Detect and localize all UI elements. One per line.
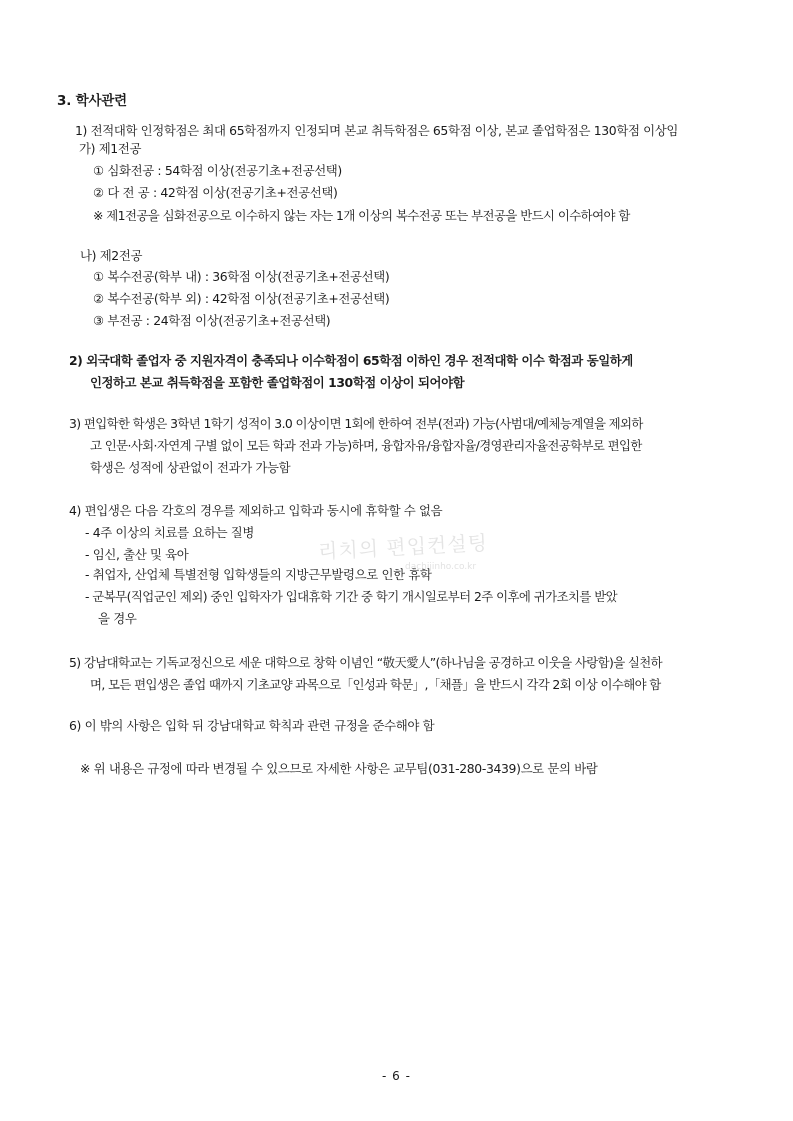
item1-sub-a-label: 가) 제1전공 xyxy=(79,141,142,156)
section-title: 3. 학사관련 xyxy=(57,93,127,109)
watermark-text: 리치의 편입컨설팅 xyxy=(317,530,489,564)
item2-line1: 2) 외국대학 졸업자 중 지원자격이 충족되나 이수학점이 65학점 이하인 경우 전적대학 이수 학점과 동일하게 xyxy=(69,353,633,368)
watermark-subtext: dachijinho.co.kr xyxy=(405,562,477,572)
item4-bullet-2: - 임신, 출산 및 육아 xyxy=(85,547,189,562)
item4-bullet-1: - 4주 이상의 치료를 요하는 질병 xyxy=(85,525,255,540)
item1-sub-b-item-1: ① 복수전공(학부 내) : 36학점 이상(전공기초+전공선택) xyxy=(93,269,390,284)
item4-bullet-3: - 취업자, 산업체 특별전형 입학생들의 지방근무발령으로 인한 휴학 xyxy=(85,567,432,582)
item3-line3: 학생은 성적에 상관없이 전과가 가능함 xyxy=(90,460,291,475)
item4-line1: 4) 편입생은 다음 각호의 경우를 제외하고 입학과 동시에 휴학할 수 없음 xyxy=(69,503,443,518)
item1-sub-b-item-3: ③ 부전공 : 24학점 이상(전공기초+전공선택) xyxy=(93,313,331,328)
item3-line1: 3) 편입학한 학생은 3학년 1학기 성적이 3.0 이상이면 1회에 한하여 전부(전과) 가능(사범대/예체능계열을 제외하 xyxy=(69,416,643,431)
item5-line2: 며, 모든 편입생은 졸업 때까지 기초교양 과목으로「인성과 학문」,「채플」을 반드시 각각 2회 이상 이수해야 함 xyxy=(90,677,661,692)
item6-line1: 6) 이 밖의 사항은 입학 뒤 강남대학교 학칙과 관련 규정을 준수해야 함 xyxy=(69,718,435,733)
item2-line2: 인정하고 본교 취득학점을 포함한 졸업학점이 130학점 이상이 되어야함 xyxy=(90,375,465,390)
item4-bullet-4-cont: 을 경우 xyxy=(98,611,137,626)
item1-sub-a-item-1: ① 심화전공 : 54학점 이상(전공기초+전공선택) xyxy=(93,163,342,178)
item1-sub-a-item-2: ② 다 전 공 : 42학점 이상(전공기초+전공선택) xyxy=(93,185,338,200)
page-number: - 6 - xyxy=(382,1069,411,1083)
item1-line1: 1) 전적대학 인정학점은 최대 65학점까지 인정되며 본교 취득학점은 65학점 이상, 본교 졸업학점은 130학점 이상임 xyxy=(75,123,679,138)
item4-bullet-4: - 군복무(직업군인 제외) 중인 입학자가 입대휴학 기간 중 학기 개시일로부터 2주 이후에 귀가조치를 받았 xyxy=(85,589,618,604)
item5-line1: 5) 강남대학교는 기독교정신으로 세운 대학으로 창학 이념인 “敬天愛人”(하나님을 공경하고 이웃을 사랑함)을 실천하 xyxy=(69,655,663,670)
item1-sub-b-label: 나) 제2전공 xyxy=(80,248,143,263)
closing-note: ※ 위 내용은 규정에 따라 변경될 수 있으므로 자세한 사항은 교무팀(031-280-3439)으로 문의 바람 xyxy=(80,761,598,776)
item1-sub-a-note: ※ 제1전공을 심화전공으로 이수하지 않는 자는 1개 이상의 복수전공 또는 부전공을 반드시 이수하여야 함 xyxy=(93,208,630,223)
item3-line2: 고 인문·사회·자연계 구별 없이 모든 학과 전과 가능)하며, 융합자유/융합자율/경영관리자율전공학부로 편입한 xyxy=(90,438,642,453)
item1-sub-b-item-2: ② 복수전공(학부 외) : 42학점 이상(전공기초+전공선택) xyxy=(93,291,390,306)
